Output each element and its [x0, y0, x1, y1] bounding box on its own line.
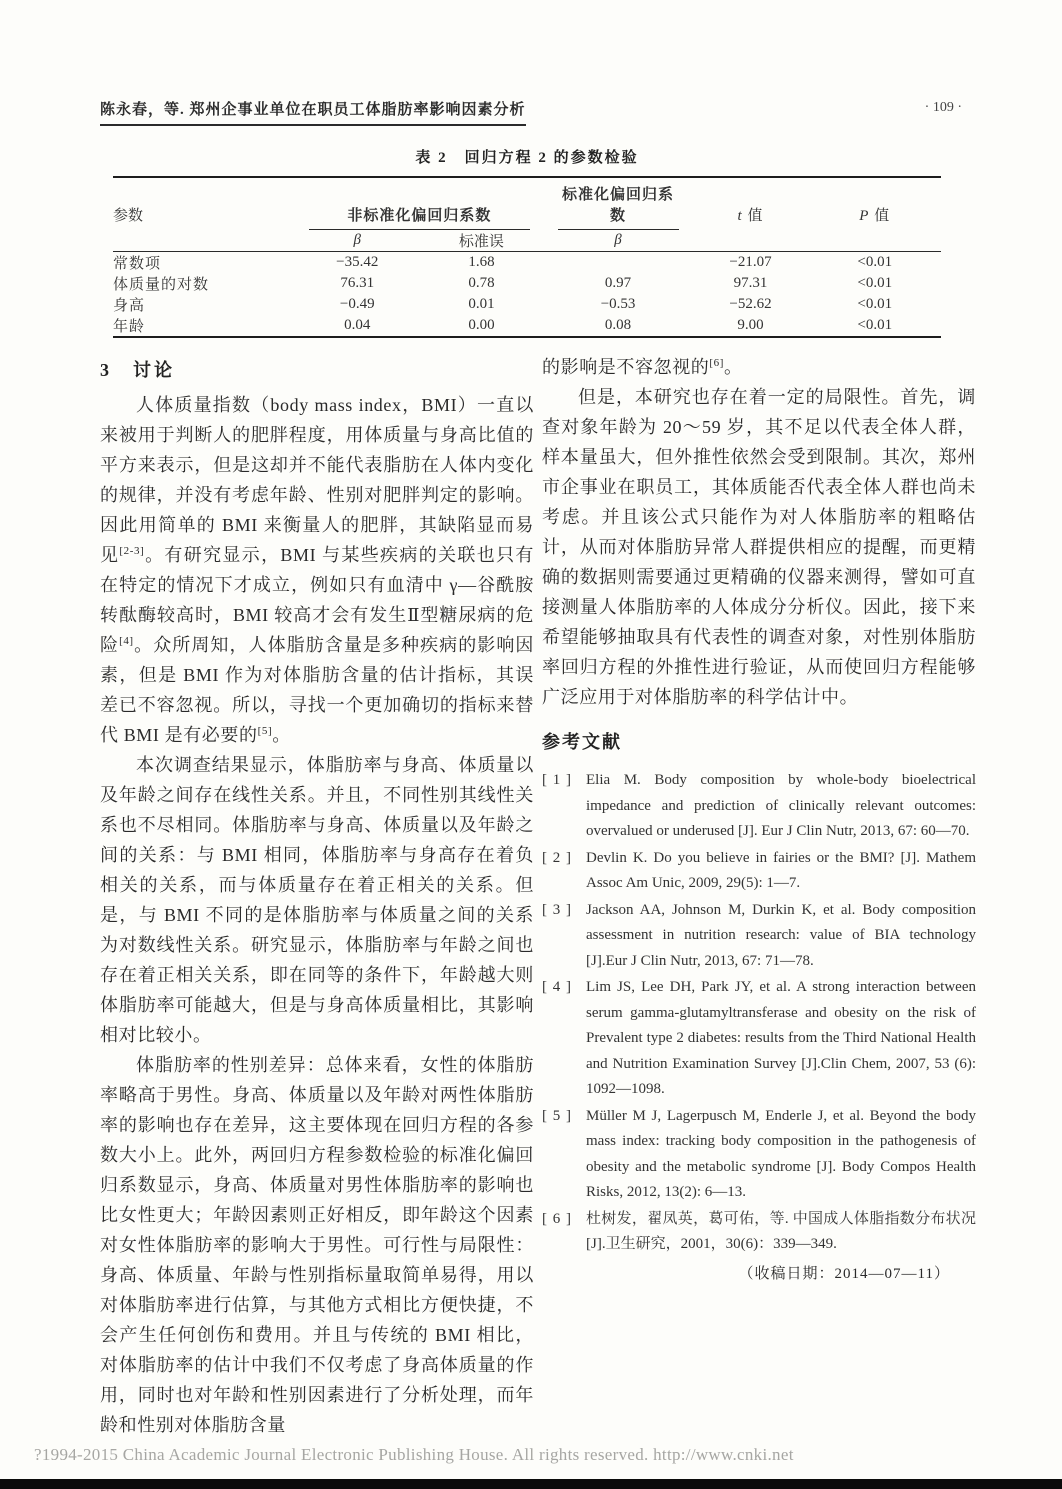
col-header-parameter: 参数 [113, 177, 295, 252]
col-group-standardized: 标准化偏回归系数 [544, 177, 693, 230]
col-header-se: 标准误 [419, 230, 543, 252]
table-cell: 年龄 [113, 319, 146, 335]
table-row [113, 315, 941, 337]
table-cell: 9.00 [737, 317, 764, 333]
col-header-std-beta: β [544, 230, 693, 252]
table-cell: 0.04 [344, 317, 371, 333]
reference-item: [ 1 ] Elia M. Body composition by whole-body bioelectrical impedance and prediction of clinically relevant outcomes: overvalued or underused [J]. Eur J Clin Nutr, 2013, 67: 60—70. [542, 768, 976, 845]
table-cell: 76.31 [340, 275, 375, 291]
table-cell: <0.01 [857, 275, 893, 291]
col-group-unstandardized: 非标准化偏回归系数 [295, 177, 543, 230]
page-header [100, 98, 962, 126]
reference-item: [ 6 ] 杜树发，翟凤英，葛可佑，等. 中国成人体脂指数分布状况[J].卫生研究，2001，30(6)：339—349. [542, 1207, 976, 1258]
reference-item: [ 4 ] Lim JS, Lee DH, Park JY, et al. A strong interaction between serum gamma-glutamyltransferase and obesity on the risk of Prevalent type 2 diabetes: results from the Third National Health and Nutrition Examination Survey [J].Clin Chem, 2007, 53 (6): 1092—1098. [542, 975, 976, 1103]
table-cell: −35.42 [336, 254, 379, 270]
reference-item: [ 3 ] Jackson AA, Johnson M, Durkin K, et al. Body composition assessment in nutrition research: value of BIA technology [J].Eur J Clin Nutr, 2013, 67: 71—78. [542, 898, 976, 975]
received-date: （收稿日期：2014—07—11） [738, 1265, 950, 1282]
table-cell: 常数项 [113, 256, 162, 272]
reference-number: [ 2 ] [542, 849, 572, 866]
citation-marker: [6] [709, 357, 725, 369]
references-heading: 参考文献 [542, 732, 622, 752]
reference-number: [ 5 ] [542, 1107, 572, 1124]
reference-number: [ 4 ] [542, 979, 572, 995]
table-cell: −21.07 [729, 254, 772, 270]
paragraph: 人体质量指数（body mass index，BMI）一直以来被用于判断人的肥胖程度，用体质量与身高比值的平方来表示，但是这却并不能代表脂肪在人体内变化的规律，并没有考虑年龄、性别对肥胖判定的影响。因此用简单的 BMI 来衡量人的肥胖，其缺陷显而易见[2-3]。有研究显示，BMI 与某些疾病的关联也只有在特定的情况下才成立，例如只有血清中 γ—谷酰胺转酞酶较高时，BMI 较高才会有发生Ⅱ型糖尿病的危险[4]。众所周知，人体脂肪含量是多种疾病的影响因素，但是 BMI 作为对体脂肪含量的估计指标，其误差已不容忽视。所以，寻找一个更加确切的指标来替代 BMI 是有必要的[5]。 [100, 395, 534, 745]
reference-number: [ 3 ] [542, 901, 572, 918]
citation-marker: [2-3] [119, 545, 145, 557]
table-cell: 0.97 [604, 275, 632, 291]
table-cell: 0.00 [468, 317, 495, 333]
table-cell [544, 252, 693, 274]
reference-item: [ 2 ] Devlin K. Do you believe in fairies or the BMI? [J]. Mathem Assoc Am Unic, 2009, 29(5): 1—7. [542, 846, 976, 897]
left-column [100, 356, 534, 1440]
regression-table [113, 176, 941, 338]
table-cell: <0.01 [857, 254, 893, 270]
table-cell: −0.53 [600, 296, 636, 312]
reference-number: [ 6 ] [542, 1210, 572, 1227]
col-header-beta: β [295, 230, 419, 252]
paragraph: 的影响是不容忽视的[6]。 [542, 357, 743, 377]
table-cell: −0.49 [339, 296, 375, 312]
paragraph: 本次调查结果显示，体脂肪率与身高、体质量以及年龄之间存在线性关系。并且，不同性别其线性关系也不尽相同。体脂肪率与身高、体质量以及年龄之间的关系：与 BMI 相同，体脂肪率与身高存在着负相关的关系，而与体质量存在着正相关的关系。但是，与 BMI 不同的是体脂肪率与体质量之间的关系为对数线性关系。研究显示，体脂肪率与年龄之间也存在着正相关关系，即在同等的条件下，年龄越大则体脂肪率可能越大，但是与身高体质量相比，其影响相对比较小。 [100, 755, 534, 1045]
table-cell: 体质量的对数 [113, 277, 210, 293]
scan-bottom-bar [0, 1479, 1062, 1489]
discussion-right-paragraphs [542, 352, 976, 712]
discussion-left-paragraphs [100, 390, 534, 1440]
citation-marker: [5] [257, 725, 273, 737]
table-row [113, 252, 941, 274]
table-row [113, 273, 941, 294]
reference-number: [ 1 ] [542, 772, 572, 788]
paragraph: 但是，本研究也存在着一定的局限性。首先，调查对象年龄为 20～59 岁，其不足以代表全体人群，样本量虽大，但外推性依然会受到限制。其次，郑州市企事业在职员工，其体质能否代表全体人群也尚未考虑。并且该公式只能作为对人体脂肪率的粗略估计，从而对体脂肪异常人群提供相应的提醒，而更精确的数据则需要通过更精确的仪器来测得，譬如可直接测量人体脂肪率的人体成分分析仪。因此，接下来希望能够抽取具有代表性的调查对象，对性别体脂肪率回归方程的外推性进行验证，从而使回归方程能够广泛应用于对体脂肪率的科学估计中。 [542, 387, 976, 707]
running-title: 陈永春，等. 郑州企事业单位在职员工体脂肪率影响因素分析 [100, 98, 526, 126]
table-cell: 身高 [113, 298, 146, 314]
page-number: · 109 · [924, 100, 962, 115]
table-2-block [113, 146, 941, 338]
citation-marker: [4] [119, 635, 134, 647]
references-list [542, 768, 976, 1258]
table-cell: 0.08 [604, 317, 632, 333]
table-cell: 0.78 [468, 275, 495, 291]
col-header-p-value: P 值 [808, 177, 941, 252]
table-cell: <0.01 [857, 296, 893, 312]
table-cell: <0.01 [857, 317, 893, 333]
right-column [542, 352, 976, 1283]
paragraph: 体脂肪率的性别差异：总体来看，女性的体脂肪率略高于男性。身高、体质量以及年龄对两性体脂肪率的影响也存在差异，这主要体现在回归方程的各参数大小上。此外，两回归方程参数检验的标准化偏回归系数显示，身高、体质量对男性体脂肪率的影响也比女性更大；年龄因素则正好相反，即年龄这个因素对女性体脂肪率的影响大于男性。可行性与局限性：身高、体质量、年龄与性别指标量取简单易得，用以对体脂肪率进行估算，与其他方式相比方便快捷，不会产生任何创伤和费用。并且与传统的 BMI 相比，对体脂肪率的估计中我们不仅考虑了身高体质量的作用，同时也对年龄和性别因素进行了分析处理，而年龄和性别对体脂肪含量 [100, 1055, 534, 1435]
col-header-t-value: t 值 [693, 177, 809, 252]
section-heading-discussion: 3 讨论 [100, 360, 175, 380]
table-caption: 表 2 回归方程 2 的参数检验 [415, 150, 639, 166]
table-cell: 1.68 [468, 254, 495, 270]
table-row [113, 294, 941, 315]
table-header-row-1 [113, 177, 941, 230]
table-cell: 97.31 [733, 275, 768, 291]
reference-item: [ 5 ] Müller M J, Lagerpusch M, Enderle J, et al. Beyond the body mass index: tracking body composition in the pathogenesis of obesity and the metabolic syndrome [J]. Body Compos Health Risks, 2012, 13(2): 6—13. [542, 1104, 976, 1206]
table-cell: 0.01 [468, 296, 495, 312]
cnki-watermark: ?1994-2015 China Academic Journal Electronic Publishing House. All rights reserved. http://www.cnki.net [34, 1445, 794, 1464]
table-cell: −52.62 [729, 296, 772, 312]
